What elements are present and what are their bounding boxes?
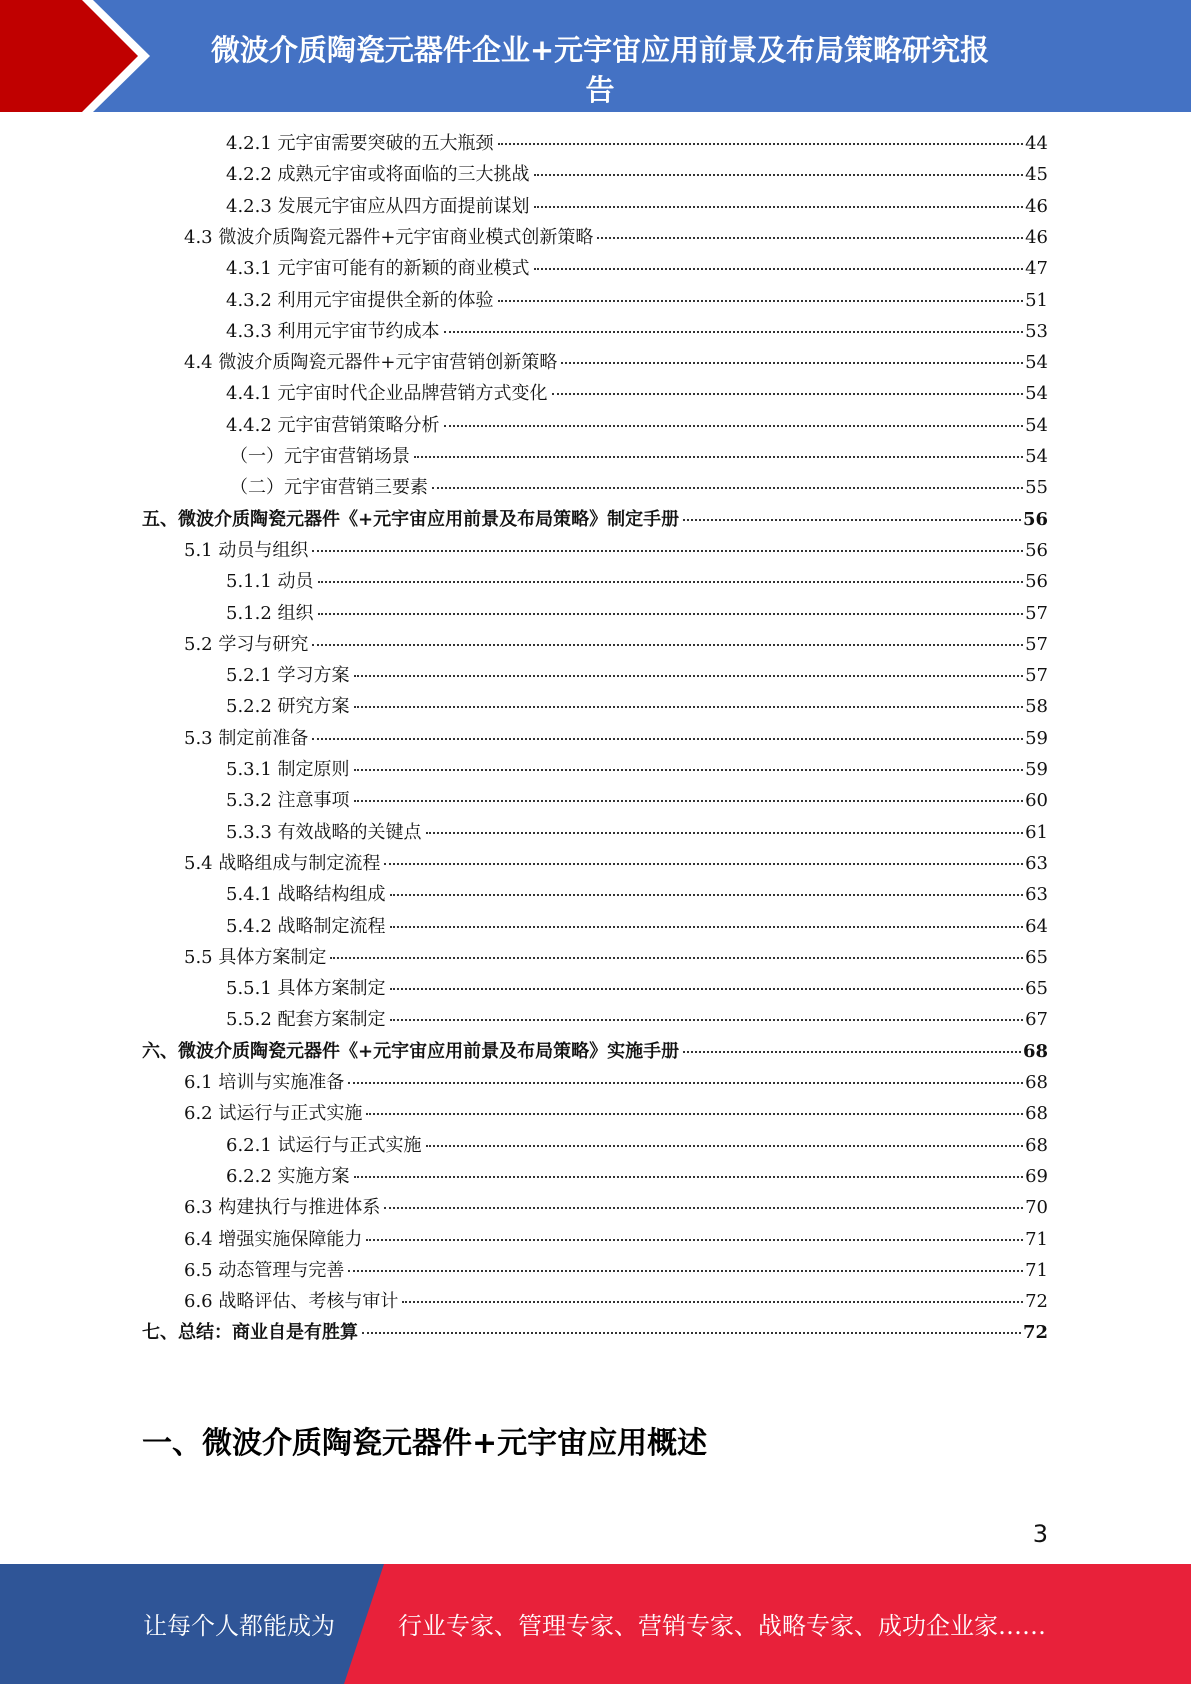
toc-entry-label: 4.2.1 元宇宙需要突破的五大瓶颈	[226, 133, 494, 154]
toc-entry-label: 5.5 具体方案制定	[184, 946, 327, 968]
toc-entry-page: 72	[1022, 1322, 1048, 1344]
toc-entry-label: 6.2.2 实施方案	[226, 1165, 350, 1187]
toc-leader-dots	[498, 299, 1024, 302]
toc-entry-page: 45	[1025, 164, 1048, 186]
toc-entry-page: 58	[1025, 696, 1048, 718]
page-header	[0, 0, 1191, 112]
toc-entry-page: 56	[1022, 508, 1048, 530]
toc-entry-label: 4.3.1 元宇宙可能有的新颖的商业模式	[226, 258, 530, 280]
toc-entry[interactable]	[226, 285, 1048, 316]
toc-leader-dots	[426, 1144, 1024, 1147]
toc-leader-dots	[390, 1018, 1024, 1021]
toc-entry[interactable]	[226, 1004, 1048, 1035]
toc-entry-label: 4.3 微波介质陶瓷元器件+元宇宙商业模式创新策略	[184, 226, 594, 248]
toc-entry-label: 5.4.1 战略结构组成	[226, 884, 386, 906]
toc-entry[interactable]	[226, 1130, 1048, 1161]
toc-leader-dots	[683, 518, 1021, 521]
toc-entry-label: 5.3.1 制定原则	[226, 759, 350, 780]
toc-entry[interactable]	[142, 1036, 1048, 1067]
toc-entry-page: 54	[1025, 352, 1048, 374]
toc-leader-dots	[552, 392, 1024, 395]
toc-entry[interactable]	[184, 222, 1048, 253]
toc-entry[interactable]	[226, 691, 1048, 722]
toc-leader-dots	[362, 1331, 1021, 1334]
toc-entry[interactable]	[184, 347, 1048, 378]
toc-leader-dots	[390, 893, 1024, 896]
toc-entry-label: 5.1.1 动员	[226, 571, 314, 593]
toc-entry-label: 4.2.3 发展元宇宙应从四方面提前谋划	[226, 195, 530, 217]
toc-entry[interactable]	[184, 723, 1048, 754]
toc-entry[interactable]	[226, 1161, 1048, 1192]
toc-entry-page: 68	[1025, 1072, 1048, 1093]
toc-entry[interactable]	[184, 1286, 1048, 1317]
toc-entry-label: 5.3 制定前准备	[184, 727, 309, 749]
toc-leader-dots	[348, 1269, 1023, 1272]
toc-entry[interactable]	[184, 1224, 1048, 1255]
toc-entry-label: 5.3.2 注意事项	[226, 790, 350, 812]
toc-entry-page: 54	[1025, 414, 1048, 436]
toc-leader-dots	[366, 1238, 1023, 1241]
toc-entry-label: 4.3.3 利用元宇宙节约成本	[226, 320, 440, 342]
footer-slogan-right: 行业专家、管理专家、营销专家、战略专家、成功企业家……	[398, 1612, 1046, 1640]
toc-entry-page: 60	[1025, 790, 1048, 812]
toc-entry-page: 59	[1025, 759, 1048, 780]
toc-entry[interactable]	[226, 191, 1048, 222]
toc-leader-dots	[534, 267, 1024, 270]
toc-entry-page: 68	[1022, 1040, 1048, 1062]
header-title-line2: 告	[585, 73, 615, 107]
toc-entry[interactable]	[184, 1098, 1048, 1129]
toc-entry-label: 5.4 战略组成与制定流程	[184, 852, 381, 874]
toc-entry-page: 46	[1025, 226, 1048, 248]
toc-leader-dots	[444, 330, 1024, 333]
toc-leader-dots	[312, 737, 1023, 740]
toc-entry-label: 6.1 培训与实施准备	[184, 1072, 345, 1093]
toc-leader-dots	[402, 1300, 1023, 1303]
toc-leader-dots	[312, 549, 1023, 552]
toc-entry[interactable]	[226, 879, 1048, 910]
toc-entry[interactable]	[226, 660, 1048, 691]
toc-entry-page: 57	[1025, 633, 1048, 655]
toc-entry-page: 47	[1025, 258, 1048, 280]
toc-entry-page: 57	[1025, 665, 1048, 687]
toc-leader-dots	[354, 1175, 1024, 1178]
toc-entry-page: 56	[1025, 571, 1048, 593]
toc-entry-page: 69	[1025, 1165, 1048, 1187]
toc-entry[interactable]	[226, 410, 1048, 441]
toc-entry-label: 6.5 动态管理与完善	[184, 1259, 345, 1281]
toc-entry-label: 5.2.2 研究方案	[226, 696, 350, 718]
toc-leader-dots	[597, 236, 1023, 239]
toc-entry-page: 71	[1025, 1259, 1048, 1281]
toc-entry-label: 七、总结：商业自是有胜算	[142, 1322, 358, 1344]
toc-entry-label: 5.1 动员与组织	[184, 539, 309, 561]
toc-leader-dots	[354, 705, 1024, 708]
toc-entry-page: 44	[1025, 133, 1048, 154]
toc-entry-label: 5.4.2 战略制定流程	[226, 915, 386, 937]
toc-entry-label: 6.4 增强实施保障能力	[184, 1228, 363, 1250]
toc-entry-page: 51	[1025, 289, 1048, 311]
toc-entry-label: 4.4.1 元宇宙时代企业品牌营销方式变化	[226, 383, 548, 405]
toc-entry[interactable]	[226, 973, 1048, 1004]
toc-leader-dots	[348, 1081, 1023, 1084]
toc-entry-page: 64	[1025, 915, 1048, 937]
toc-entry[interactable]	[184, 942, 1048, 973]
toc-entry-label: 5.5.2 配套方案制定	[226, 1009, 386, 1031]
toc-entry-page: 63	[1025, 884, 1048, 906]
toc-entry[interactable]	[226, 159, 1048, 190]
toc-entry[interactable]	[226, 566, 1048, 597]
toc-leader-dots	[426, 831, 1024, 834]
toc-entry-page: 59	[1025, 727, 1048, 749]
toc-entry-page: 56	[1025, 539, 1048, 561]
toc-leader-dots	[384, 1206, 1023, 1209]
toc-leader-dots	[534, 205, 1024, 208]
toc-entry-label: 4.2.2 成熟元宇宙或将面临的三大挑战	[226, 164, 530, 186]
toc-leader-dots	[330, 956, 1023, 959]
toc-entry-page: 53	[1025, 320, 1048, 342]
toc-entry-page: 63	[1025, 852, 1048, 874]
toc-entry[interactable]	[226, 378, 1048, 409]
toc-entry-label: 5.5.1 具体方案制定	[226, 978, 386, 1000]
toc-entry-label: （一）元宇宙营销场景	[230, 446, 410, 467]
toc-leader-dots	[318, 580, 1024, 583]
toc-entry[interactable]	[184, 1067, 1048, 1098]
toc-entry[interactable]	[230, 441, 1048, 472]
toc-entry-page: 54	[1025, 446, 1048, 467]
toc-entry[interactable]	[226, 785, 1048, 816]
toc-leader-dots	[561, 361, 1023, 364]
toc-entry-label: 5.2 学习与研究	[184, 633, 309, 655]
toc-leader-dots	[384, 862, 1023, 865]
toc-entry-page: 61	[1025, 821, 1048, 843]
toc-entry[interactable]	[226, 128, 1048, 159]
toc-entry-page: 55	[1025, 477, 1048, 499]
toc-entry-page: 54	[1025, 383, 1048, 405]
toc-entry-page: 71	[1025, 1228, 1048, 1250]
toc-entry-page: 57	[1025, 602, 1048, 624]
toc-entry-page: 72	[1025, 1291, 1048, 1313]
toc-entry-page: 68	[1025, 1103, 1048, 1125]
toc-entry-page: 70	[1025, 1197, 1048, 1219]
toc-entry-label: 6.2 试运行与正式实施	[184, 1103, 363, 1125]
toc-entry-label: 5.1.2 组织	[226, 602, 314, 624]
toc-leader-dots	[534, 173, 1024, 176]
toc-entry-label: 5.2.1 学习方案	[226, 665, 350, 687]
toc-leader-dots	[683, 1050, 1021, 1053]
toc-entry-page: 46	[1025, 195, 1048, 217]
toc-entry[interactable]	[230, 472, 1048, 503]
header-title	[160, 30, 1040, 110]
toc-entry-page: 65	[1025, 978, 1048, 1000]
toc-entry[interactable]	[142, 1317, 1048, 1348]
toc-leader-dots	[444, 424, 1024, 427]
toc-leader-dots	[498, 142, 1024, 145]
toc-entry[interactable]	[184, 848, 1048, 879]
toc-entry-page: 65	[1025, 946, 1048, 968]
toc-leader-dots	[366, 1112, 1023, 1115]
toc-leader-dots	[318, 612, 1024, 615]
toc-leader-dots	[390, 987, 1024, 990]
toc-entry[interactable]	[226, 754, 1048, 785]
page-number: 3	[1032, 1520, 1048, 1548]
toc-entry[interactable]	[226, 253, 1048, 284]
toc-leader-dots	[414, 455, 1023, 458]
toc-leader-dots	[354, 768, 1024, 771]
toc-entry[interactable]	[226, 316, 1048, 347]
toc-entry[interactable]	[142, 504, 1048, 535]
toc-entry-label: 五、微波介质陶瓷元器件《+元宇宙应用前景及布局策略》制定手册	[142, 508, 680, 530]
toc-entry[interactable]	[184, 1255, 1048, 1286]
toc-entry[interactable]	[226, 911, 1048, 942]
toc-leader-dots	[390, 925, 1024, 928]
toc-entry[interactable]	[226, 598, 1048, 629]
page-footer	[0, 1564, 1191, 1684]
toc-entry[interactable]	[184, 535, 1048, 566]
toc-entry[interactable]	[226, 817, 1048, 848]
header-red-arrow-icon	[0, 0, 150, 112]
toc-leader-dots	[354, 799, 1024, 802]
toc-entry-label: 4.3.2 利用元宇宙提供全新的体验	[226, 289, 494, 311]
section-heading: 一、微波介质陶瓷元器件+元宇宙应用概述	[142, 1426, 708, 1461]
toc-entry[interactable]	[184, 629, 1048, 660]
toc-entry-label: 六、微波介质陶瓷元器件《+元宇宙应用前景及布局策略》实施手册	[142, 1040, 680, 1062]
footer-slogan-left: 让每个人都能成为	[143, 1612, 335, 1640]
toc-entry-label: 5.3.3 有效战略的关键点	[226, 821, 422, 843]
header-title-line1: 微波介质陶瓷元器件企业+元宇宙应用前景及布局策略研究报	[210, 33, 990, 67]
toc-entry-label: 4.4 微波介质陶瓷元器件+元宇宙营销创新策略	[184, 352, 558, 374]
toc-entry[interactable]	[184, 1192, 1048, 1223]
toc-entry-page: 67	[1025, 1009, 1048, 1031]
toc-entry-page: 68	[1025, 1134, 1048, 1156]
toc-leader-dots	[432, 486, 1023, 489]
toc-leader-dots	[312, 643, 1023, 646]
toc-entry-label: （二）元宇宙营销三要素	[230, 477, 428, 499]
toc-entry-label: 6.6 战略评估、考核与审计	[184, 1291, 399, 1313]
toc-leader-dots	[354, 674, 1024, 677]
toc-entry-label: 6.2.1 试运行与正式实施	[226, 1134, 422, 1156]
toc-entry-label: 4.4.2 元宇宙营销策略分析	[226, 414, 440, 436]
toc-entry-label: 6.3 构建执行与推进体系	[184, 1197, 381, 1219]
